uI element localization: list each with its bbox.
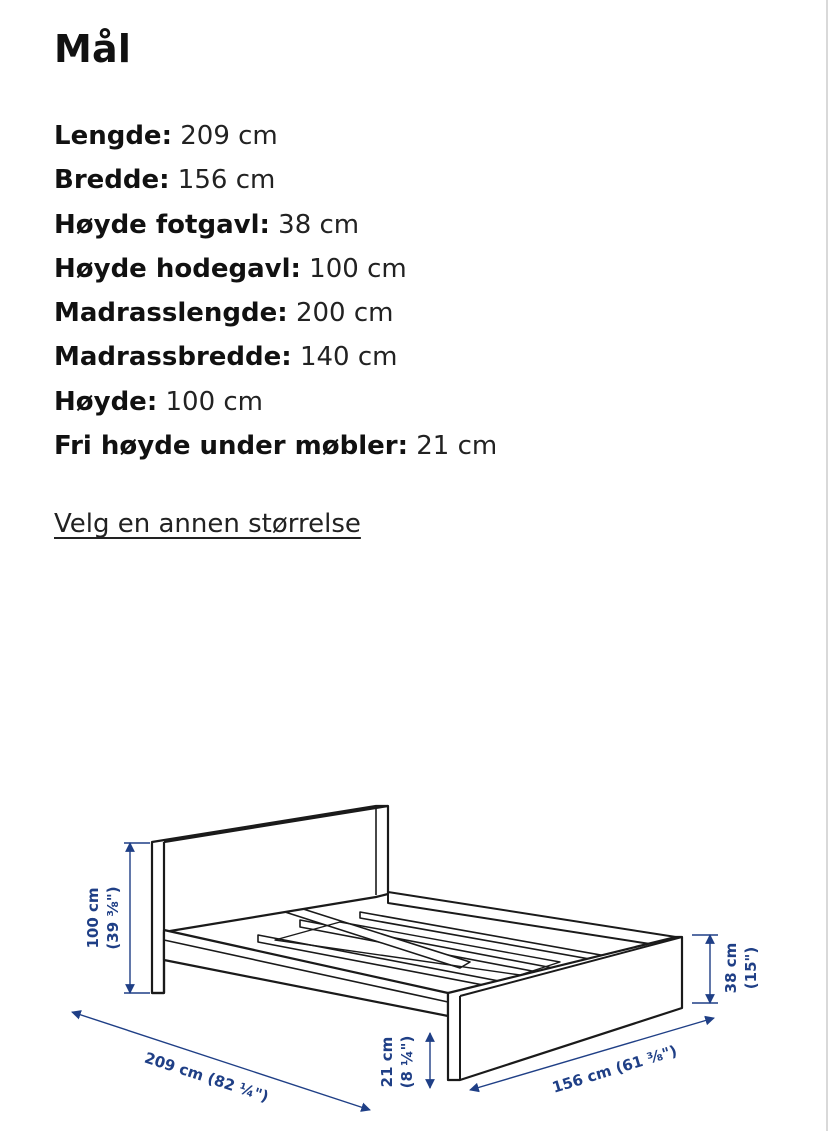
spec-value: 100 cm	[165, 386, 263, 417]
spec-row-headboard-height	[54, 247, 497, 291]
spec-label: Høyde hodegavl:	[54, 253, 301, 284]
spec-label: Lengde:	[54, 121, 172, 151]
spec-label: Høyde:	[54, 386, 158, 417]
spec-row-width	[54, 158, 497, 202]
spec-value: 38 cm	[278, 209, 360, 240]
spec-row-clearance	[54, 424, 497, 468]
spec-row-footboard-height	[54, 203, 497, 247]
bed-drawing	[152, 806, 682, 1080]
spec-row-mattress-length	[54, 291, 497, 335]
spec-value: 100 cm	[309, 253, 407, 284]
width-label: 156 cm (61 ⅜")	[550, 1041, 680, 1097]
spec-value: 209 cm	[180, 121, 278, 151]
dimensions-list	[54, 114, 497, 468]
footboard-height-cm: 38 cm	[722, 942, 740, 994]
spec-row-mattress-width	[54, 335, 497, 379]
clearance-cm: 21 cm	[378, 1036, 396, 1088]
clearance-inch: (8 ¼")	[398, 1035, 416, 1089]
spec-row-height	[54, 380, 497, 424]
spec-label: Madrasslengde:	[54, 298, 288, 329]
spec-row-length	[54, 114, 497, 158]
spec-value: 200 cm	[295, 298, 394, 329]
spec-value: 156 cm	[177, 165, 276, 196]
choose-other-size-link[interactable]: Velg en annen størrelse	[54, 509, 361, 539]
headboard-height-inch: (39 ⅜")	[104, 886, 122, 950]
footboard-height-inch: (15")	[742, 946, 760, 990]
section-title: Mål	[54, 27, 132, 71]
spec-label: Madrassbredde:	[54, 342, 292, 373]
spec-label: Bredde:	[54, 165, 170, 196]
spec-label: Fri høyde under møbler:	[54, 431, 408, 462]
spec-value: 21 cm	[416, 431, 498, 462]
headboard-height-cm: 100 cm	[84, 887, 102, 949]
length-label: 209 cm (82 ¼")	[142, 1048, 271, 1106]
bed-dimensions-diagram	[0, 780, 828, 1131]
spec-value: 140 cm	[299, 342, 398, 373]
spec-label: Høyde fotgavl:	[54, 209, 270, 240]
